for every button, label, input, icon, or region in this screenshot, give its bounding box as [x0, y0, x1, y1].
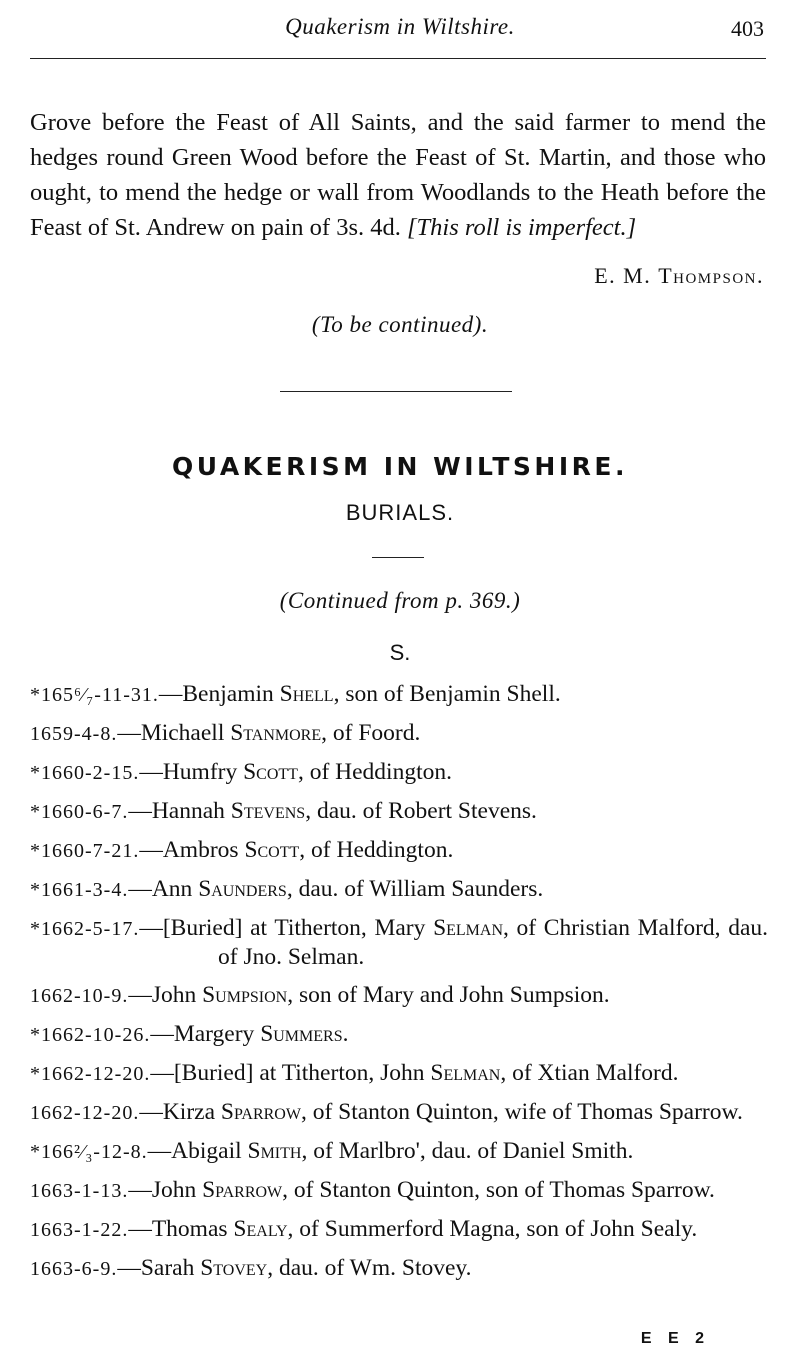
entry-name: —Humfry	[139, 759, 244, 785]
running-head	[30, 14, 770, 50]
entry-date: *1662-12-20.	[30, 1063, 151, 1085]
alphabet-letter: S.	[389, 640, 411, 665]
entry-detail: , son of Benjamin Shell.	[333, 681, 561, 707]
entry-surname: Selman	[430, 1060, 501, 1086]
entry-detail: , dau. of Robert Stevens.	[305, 798, 537, 824]
author-signature	[594, 263, 764, 289]
entry-name: —Ambros	[139, 837, 245, 863]
entry-surname: Smith	[247, 1138, 302, 1164]
entry-name: —[Buried] at Titherton, John	[150, 1060, 431, 1086]
to-be-continued: (To be continued).	[311, 312, 489, 337]
burial-entry	[30, 719, 768, 748]
editorial-note: [This roll is imperfect.]	[407, 213, 637, 241]
section-title: QUAKERISM IN WILTSHIRE.	[172, 452, 628, 481]
entry-detail: , dau. of Wm. Stovey.	[267, 1255, 472, 1281]
entry-date: *165⁶⁄₇-11-31.	[30, 684, 159, 706]
entry-detail: , dau. of William Saunders.	[286, 876, 544, 902]
entry-detail: , of Summerford Magna, son of John Sealy.	[287, 1216, 698, 1242]
entry-surname: Scott	[243, 759, 298, 785]
entry-detail: , of Heddington.	[299, 837, 454, 863]
burial-entry	[30, 981, 768, 1010]
entry-name: —Margery	[150, 1021, 261, 1047]
entry-surname: Summers	[260, 1021, 343, 1047]
burial-entry	[30, 1020, 768, 1049]
entry-name: —John	[128, 1177, 203, 1203]
running-head-title: Quakerism in Wiltshire.	[285, 14, 515, 39]
entry-surname: Selman	[433, 915, 504, 941]
entry-surname: Saunders	[198, 876, 287, 902]
burial-entry	[30, 1059, 768, 1088]
burial-entries	[30, 680, 768, 1293]
entry-date: 1663-1-13.	[30, 1180, 129, 1202]
burial-entry	[30, 836, 768, 865]
entry-name: —Ann	[128, 876, 199, 902]
paragraph-text: Grove before the Feast of All Saints, and the said farmer to mend the hedges round Green Wood before the Feast of St. Martin, and those who ought, to mend the hedge or wall from Woodlands to the Heath before the Feast of St. Andrew on pain of 3s. 4d.	[30, 108, 766, 241]
burial-entry	[30, 875, 768, 904]
entry-name: —Michaell	[117, 720, 231, 746]
entry-date: *1662-10-26.	[30, 1024, 151, 1046]
burial-entry	[30, 914, 768, 971]
header-rule	[30, 58, 766, 59]
entry-name: —Sarah	[117, 1255, 201, 1281]
entry-detail: , son of Mary and John Sumpsion.	[287, 982, 610, 1008]
entry-surname: Stovey	[200, 1255, 268, 1281]
entry-date: 1663-6-9.	[30, 1258, 118, 1280]
entry-date: 1662-10-9.	[30, 985, 129, 1007]
subtitle-rule	[372, 557, 424, 558]
entry-date: 1663-1-22.	[30, 1219, 129, 1241]
entry-surname: Stanmore	[230, 720, 322, 746]
printer-signature-mark: E E 2	[640, 1330, 710, 1347]
entry-detail: , of Christian Malford, dau. of Jno. Selman.	[218, 915, 768, 970]
burial-entry	[30, 1098, 768, 1127]
entry-name: —Benjamin	[158, 681, 280, 707]
continued-from-note: (Continued from p. 369.)	[279, 588, 521, 613]
burial-entry	[30, 1215, 768, 1244]
entry-surname: Sealy	[233, 1216, 288, 1242]
burial-entry	[30, 1254, 768, 1283]
entry-date: *1662-5-17.	[30, 918, 140, 940]
entry-detail: , of Stanton Quinton, wife of Thomas Sparrow.	[300, 1099, 743, 1125]
entry-date: *166²⁄₃-12-8.	[30, 1141, 148, 1163]
entry-surname: Sparrow	[220, 1099, 301, 1125]
entry-surname: Shell	[279, 681, 334, 707]
entry-date: *1660-7-21.	[30, 840, 140, 862]
continued-paragraph	[30, 105, 766, 245]
entry-detail: , of Xtian Malford.	[500, 1060, 679, 1086]
burial-entry	[30, 758, 768, 787]
entry-name: —Kirza	[139, 1099, 221, 1125]
page-number: 403	[731, 16, 764, 41]
entry-detail: , of Stanton Quinton, son of Thomas Sparrow.	[282, 1177, 715, 1203]
section-subtitle: BURIALS.	[345, 500, 455, 525]
burial-entry	[30, 1137, 768, 1166]
entry-detail: .	[342, 1021, 349, 1047]
entry-detail: , of Marlbro', dau. of Daniel Smith.	[301, 1138, 634, 1164]
author-surname: Thompson.	[658, 263, 764, 288]
entry-surname: Sumpsion	[202, 982, 288, 1008]
entry-name: —John	[128, 982, 203, 1008]
burial-entry	[30, 797, 768, 826]
entry-surname: Stevens	[230, 798, 306, 824]
entry-name: —Thomas	[128, 1216, 234, 1242]
entry-name: —[Buried] at Titherton, Mary	[139, 915, 434, 941]
entry-date: 1659-4-8.	[30, 723, 118, 745]
entry-name: —Abigail	[147, 1138, 248, 1164]
author-initials: E. M.	[594, 263, 659, 288]
entry-date: 1662-12-20.	[30, 1102, 140, 1124]
entry-date: *1660-2-15.	[30, 762, 140, 784]
burial-entry	[30, 680, 768, 709]
entry-surname: Sparrow	[202, 1177, 283, 1203]
burial-entry	[30, 1176, 768, 1205]
section-separator	[280, 391, 512, 392]
entry-name: —Hannah	[128, 798, 231, 824]
entry-detail: , of Heddington.	[297, 759, 452, 785]
entry-detail: , of Foord.	[321, 720, 421, 746]
entry-date: *1661-3-4.	[30, 879, 129, 901]
entry-surname: Scott	[244, 837, 300, 863]
entry-date: *1660-6-7.	[30, 801, 129, 823]
